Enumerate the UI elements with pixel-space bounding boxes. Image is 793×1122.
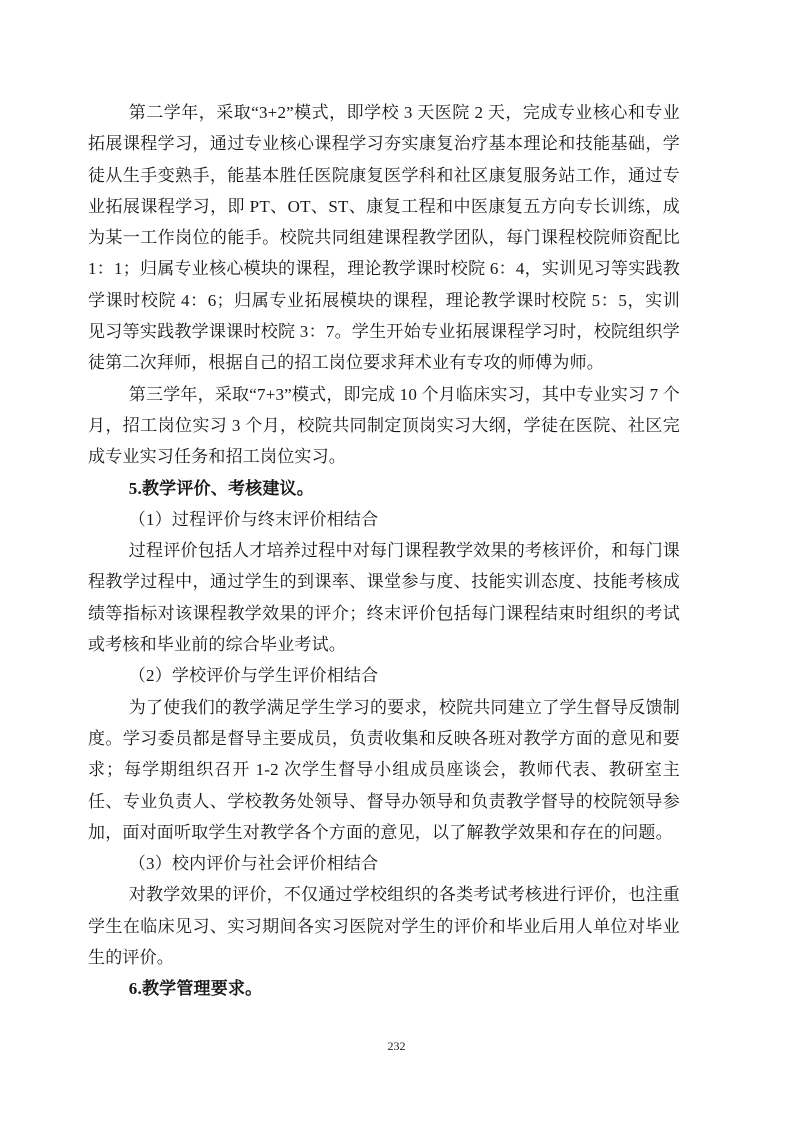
heading-teaching-evaluation: 5.教学评价、考核建议。: [128, 478, 314, 498]
subheading-school-vs-student-evaluation: （2）学校评价与学生评价相结合: [128, 666, 379, 686]
paragraph-process-evaluation: 过程评价包括人才培养过程中对每门课程教学效果的考核评价，和每门课程教学过程中，通过学生的到课率、课堂参与度、技能实训态度、技能考核成绩等指标对该课程教学效果的评介；终末评价包括每门课程结束时组织的考试或考核和毕业前的综合毕业考试。: [88, 541, 680, 655]
paragraph-social-evaluation: 对教学效果的评价，不仅通过学校组织的各类考试考核进行评价，也注重学生在临床见习、实习期间各实习医院对学生的评价和毕业后用人单位对毕业生的评价。: [88, 885, 680, 968]
subheading-internal-vs-social-evaluation: （3）校内评价与社会评价相结合: [128, 854, 379, 874]
heading-teaching-management: 6.教学管理要求。: [128, 979, 263, 999]
paragraph-student-supervision: 为了使我们的教学满足学生学习的要求，校院共同建立了学生督导反馈制度。学习委员都是督导主要成员，负责收集和反映各班对教学方面的意见和要求；每学期组织召开 1-2 次学生督导小组成员座谈会，教师代表、教研室主任、专业负责人、学校教务处领导、督导办领导和负责教学督导的校院领导参加，面对面听取学生对教学各个方面的意见，以了解教学效果和存在的问题。: [88, 697, 680, 842]
document-body: [88, 97, 680, 1005]
page-number: 232: [387, 1039, 406, 1053]
paragraph-year3-mode: 第三学年，采取“7+3”模式，即完成 10 个月临床实习，其中专业实习 7 个月，招工岗位实习 3 个月，校院共同制定顶岗实习大纲，学徒在医院、社区完成专业实习任务和招工岗位实习。: [88, 384, 680, 467]
subheading-process-vs-final-evaluation: （1）过程评价与终末评价相结合: [128, 509, 379, 529]
paragraph-year2-mode: 第二学年，采取“3+2”模式，即学校 3 天医院 2 天，完成专业核心和专业拓展课程学习，通过专业核心课程学习夯实康复治疗基本理论和技能基础，学徒从生手变熟手，能基本胜任医院康复医学科和社区康复服务站工作，通过专业拓展课程学习，即 PT、OT、ST、康复工程和中医康复五方向专长训练，成为某一工作岗位的能手。校院共同组建课程教学团队，每门课程校院师资配比 1：1；归属专业核心模块的课程，理论教学课时校院 6：4，实训见习等实践教学课时校院 4：6；归属专业拓展模块的课程，理论教学课时校院 5：5，实训见习等实践教学课课时校院 3：7。学生开始专业拓展课程学习时，校院组织学徒第二次拜师，根据自己的招工岗位要求拜术业有专攻的师傅为师。: [88, 103, 680, 373]
